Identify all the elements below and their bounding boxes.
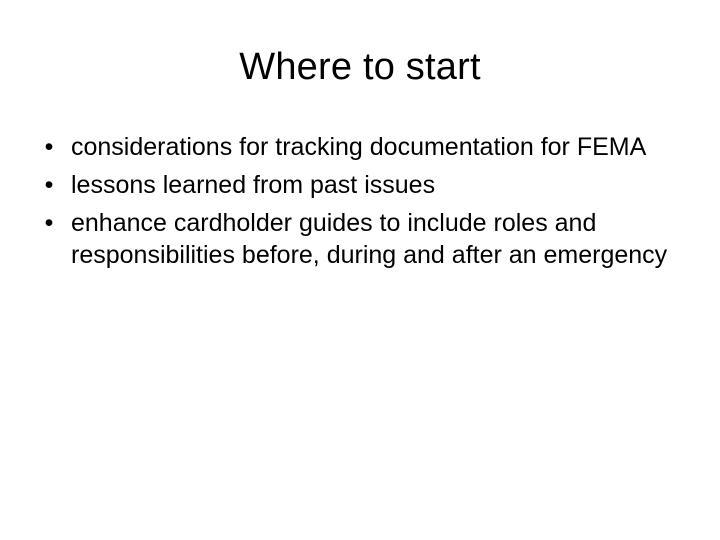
bullet-text: lessons learned from past issues [71, 171, 436, 199]
bullet-dot-icon: • [44, 171, 54, 199]
bullet-dot-icon: • [44, 209, 54, 237]
bullet-dot-icon: • [44, 133, 54, 161]
bullet-item [36, 131, 686, 163]
bullet-item [36, 207, 686, 271]
slide-title: Where to start [239, 46, 481, 88]
bullet-text: considerations for tracking documentation for FEMA [71, 133, 647, 161]
bullet-item [36, 169, 686, 201]
bullet-text: enhance cardholder guides to include roles and responsibilities before, during and after an emergency [71, 209, 668, 269]
bullet-list [36, 131, 686, 277]
